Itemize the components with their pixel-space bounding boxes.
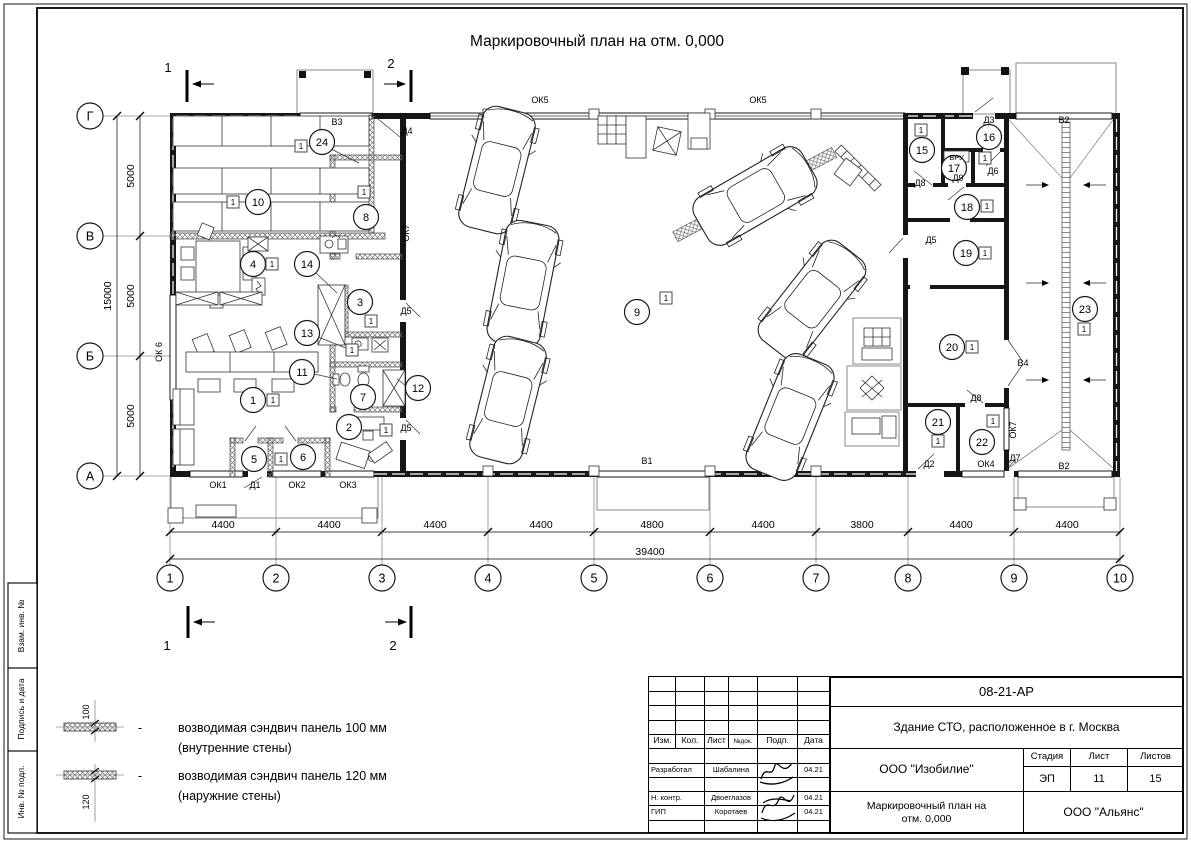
svg-text:7: 7 (812, 571, 820, 586)
tb-role-developer: Разработал (651, 765, 692, 774)
legend-subtext-1: (внутренние стены) (178, 741, 292, 755)
tb-stage-label: Стадия (1023, 748, 1071, 767)
svg-text:1: 1 (164, 60, 172, 75)
gate-label-v2-top: В2 (1058, 115, 1070, 125)
svg-text:5000: 5000 (125, 284, 137, 308)
tb-col-data: Дата (804, 735, 823, 745)
tb-company: ООО "Изобилие" (829, 748, 1024, 792)
svg-text:1: 1 (982, 154, 988, 163)
legend-text-1: возводимая сэндвич панель 100 мм (178, 721, 387, 735)
svg-text:1: 1 (1081, 325, 1087, 334)
svg-text:10: 10 (251, 197, 265, 209)
svg-text:1: 1 (663, 294, 669, 303)
svg-text:4400: 4400 (949, 519, 973, 531)
svg-text:1: 1 (361, 188, 367, 197)
svg-text:6: 6 (299, 452, 307, 464)
door-label-d3: Д3 (983, 115, 995, 125)
gate-label-v2-bottom: В2 (1058, 461, 1070, 471)
svg-text:13: 13 (300, 328, 314, 340)
svg-text:18: 18 (960, 202, 974, 214)
tb-stage-value: ЭП (1023, 766, 1071, 792)
svg-text:2: 2 (345, 422, 353, 434)
tb-col-podp: Подп. (766, 735, 789, 745)
tb-name-ncontrol: Двоеглазов (711, 793, 751, 802)
tb-contractor: ООО "Альянс" (1023, 791, 1184, 834)
window-label-ok1: ОК1 (209, 480, 227, 490)
door-label-d9: Д9 (952, 173, 964, 183)
svg-text:Взам. инв. №: Взам. инв. № (16, 599, 26, 653)
svg-text:4400: 4400 (317, 519, 341, 531)
gate-label-v3: В3 (331, 117, 343, 127)
exterior-walls (170, 109, 1120, 477)
door-label-d5: Д5 (400, 423, 412, 433)
tb-col-izm: Изм. (653, 735, 672, 745)
svg-text:Г: Г (86, 109, 94, 124)
svg-text:5: 5 (250, 454, 258, 466)
wall-legend (56, 700, 387, 822)
signature-developer (757, 757, 797, 785)
svg-text:8: 8 (362, 212, 370, 224)
svg-text:1: 1 (935, 437, 941, 446)
tb-doc-code: 08-21-АР (829, 677, 1184, 707)
window-label-ok6: ОК 6 (154, 342, 164, 362)
tb-name-gip: Коротаев (714, 807, 748, 816)
svg-text:4400: 4400 (423, 519, 447, 531)
svg-text:9: 9 (633, 307, 641, 319)
svg-text:1: 1 (270, 396, 276, 405)
svg-text:10: 10 (1113, 571, 1127, 586)
svg-text:23: 23 (1078, 304, 1092, 316)
svg-text:21: 21 (931, 417, 945, 429)
window-label-ok2: ОК2 (288, 480, 306, 490)
door-label-d5: Д5 (400, 306, 412, 316)
svg-text:6: 6 (706, 571, 714, 586)
svg-text:2: 2 (272, 571, 280, 586)
svg-text:5000: 5000 (125, 404, 137, 428)
svg-text:1: 1 (982, 249, 988, 258)
bay-markings (1009, 120, 1113, 468)
svg-text:1: 1 (918, 126, 924, 135)
dimension-line-bottom (166, 519, 1124, 563)
door-label-d1: Д1 (249, 480, 261, 490)
svg-text:Б: Б (85, 349, 95, 364)
tb-col-kol: Кол. (681, 735, 699, 745)
svg-text:5000: 5000 (125, 164, 137, 188)
svg-text:Подпись и дата: Подпись и дата (16, 678, 26, 740)
svg-text:1: 1 (298, 142, 304, 151)
tb-name-developer: Шабалина (712, 765, 750, 774)
svg-text:11: 11 (296, 367, 308, 379)
tb-sheets-label: Листов (1127, 748, 1184, 767)
svg-text:120: 120 (81, 794, 91, 810)
door-label-d8: Д8 (914, 178, 926, 188)
tb-sheet-value: 11 (1070, 766, 1128, 792)
window-label-ok5: ОК5 (749, 95, 767, 105)
svg-text:2: 2 (389, 638, 397, 653)
tb-col-ndok: №док. (733, 738, 753, 745)
svg-text:4800: 4800 (640, 519, 664, 531)
svg-text:15: 15 (915, 145, 929, 157)
svg-text:1: 1 (368, 317, 374, 326)
window-label-ok4: ОК4 (977, 459, 995, 469)
tb-sheet-label: Лист (1070, 748, 1128, 767)
vru-label: ВРУ (949, 153, 964, 162)
window-label-ok3: ОК3 (339, 480, 357, 490)
svg-text:4400: 4400 (751, 519, 775, 531)
tb-role-ncontrol: Н. контр. (651, 793, 682, 802)
svg-text:100: 100 (81, 704, 91, 720)
signature-gip (757, 787, 797, 823)
tb-role-gip: ГИП (651, 807, 666, 816)
svg-text:3: 3 (378, 571, 386, 586)
door-label-d4: Д4 (401, 126, 413, 136)
svg-text:5: 5 (590, 571, 598, 586)
svg-text:Инв. № подл.: Инв. № подл. (16, 765, 26, 819)
svg-text:24: 24 (315, 137, 329, 149)
svg-text:22: 22 (975, 437, 989, 449)
window-label-ok5: ОК5 (531, 95, 549, 105)
svg-text:8: 8 (904, 571, 912, 586)
door-label-d2: Д2 (923, 459, 935, 469)
legend-subtext-2: (наружние стены) (178, 789, 281, 803)
svg-text:1: 1 (349, 346, 355, 355)
svg-text:В: В (85, 229, 95, 244)
svg-text:20: 20 (945, 342, 959, 354)
svg-text:1: 1 (166, 571, 174, 586)
svg-text:16: 16 (982, 132, 996, 144)
tb-col-list: Лист (707, 735, 726, 745)
svg-text:1: 1 (969, 343, 975, 352)
svg-text:4400: 4400 (1055, 519, 1079, 531)
svg-text:2: 2 (387, 56, 395, 71)
svg-text:12: 12 (411, 383, 425, 395)
tb-drawing-title: Маркировочный план на отм. 0,000 (829, 791, 1024, 834)
svg-text:1: 1 (278, 455, 284, 464)
svg-text:9: 9 (1010, 571, 1018, 586)
svg-text:-: - (138, 721, 143, 735)
svg-text:14: 14 (300, 259, 314, 271)
total-dim-bottom: 39400 (635, 546, 665, 558)
tb-project-name: Здание СТО, расположенное в г. Москва (829, 706, 1184, 749)
svg-text:3: 3 (356, 297, 364, 309)
sheet-title: Маркировочный план на отм. 0,000 (470, 33, 724, 50)
window-label-ok7: ОК7 (401, 224, 411, 242)
svg-text:А: А (85, 469, 95, 484)
svg-text:19: 19 (959, 248, 973, 260)
title-block: Изм. Кол. Лист №док. Подп. Дата Разработал Шабалина 04.21 Н. контр. Двоеглазов 04.21 ГИП Коротаев 04.21 08-21-АР Здание СТО, расположенное в г. Москва ООО "Изобилие" Стадия Лист Листов ЭП 11 15 Маркировочный план на отм. 0,000 ООО "Альянс" (648, 676, 1183, 833)
sidebar-stamp (8, 583, 37, 833)
gate-label-v4: В4 (1017, 358, 1029, 368)
door-label-d8: Д8 (970, 393, 982, 403)
svg-text:17: 17 (947, 163, 961, 175)
door-label-d5: Д5 (925, 235, 937, 245)
svg-text:1: 1 (230, 198, 236, 207)
svg-text:-: - (138, 769, 143, 783)
svg-text:4: 4 (249, 259, 257, 271)
gate-label-v1: В1 (641, 456, 653, 466)
svg-text:4400: 4400 (211, 519, 235, 531)
window-label-ok7: ОК7 (1008, 421, 1018, 439)
svg-text:7: 7 (359, 392, 367, 404)
legend-text-2: возводимая сэндвич панель 120 мм (178, 769, 387, 783)
svg-text:1: 1 (984, 202, 990, 211)
svg-text:4: 4 (484, 571, 492, 586)
tb-sheets-value: 15 (1127, 766, 1184, 792)
svg-text:4400: 4400 (529, 519, 553, 531)
dimension-line-left (102, 112, 144, 480)
svg-text:1: 1 (249, 395, 257, 407)
door-label-d6: Д6 (987, 166, 999, 176)
door-label-d7: Д7 (1009, 453, 1021, 463)
svg-text:1: 1 (383, 426, 389, 435)
svg-text:3800: 3800 (850, 519, 874, 531)
svg-text:1: 1 (269, 260, 275, 269)
svg-text:1: 1 (163, 638, 171, 653)
svg-text:1: 1 (990, 417, 996, 426)
total-dim-left: 15000 (102, 281, 114, 311)
